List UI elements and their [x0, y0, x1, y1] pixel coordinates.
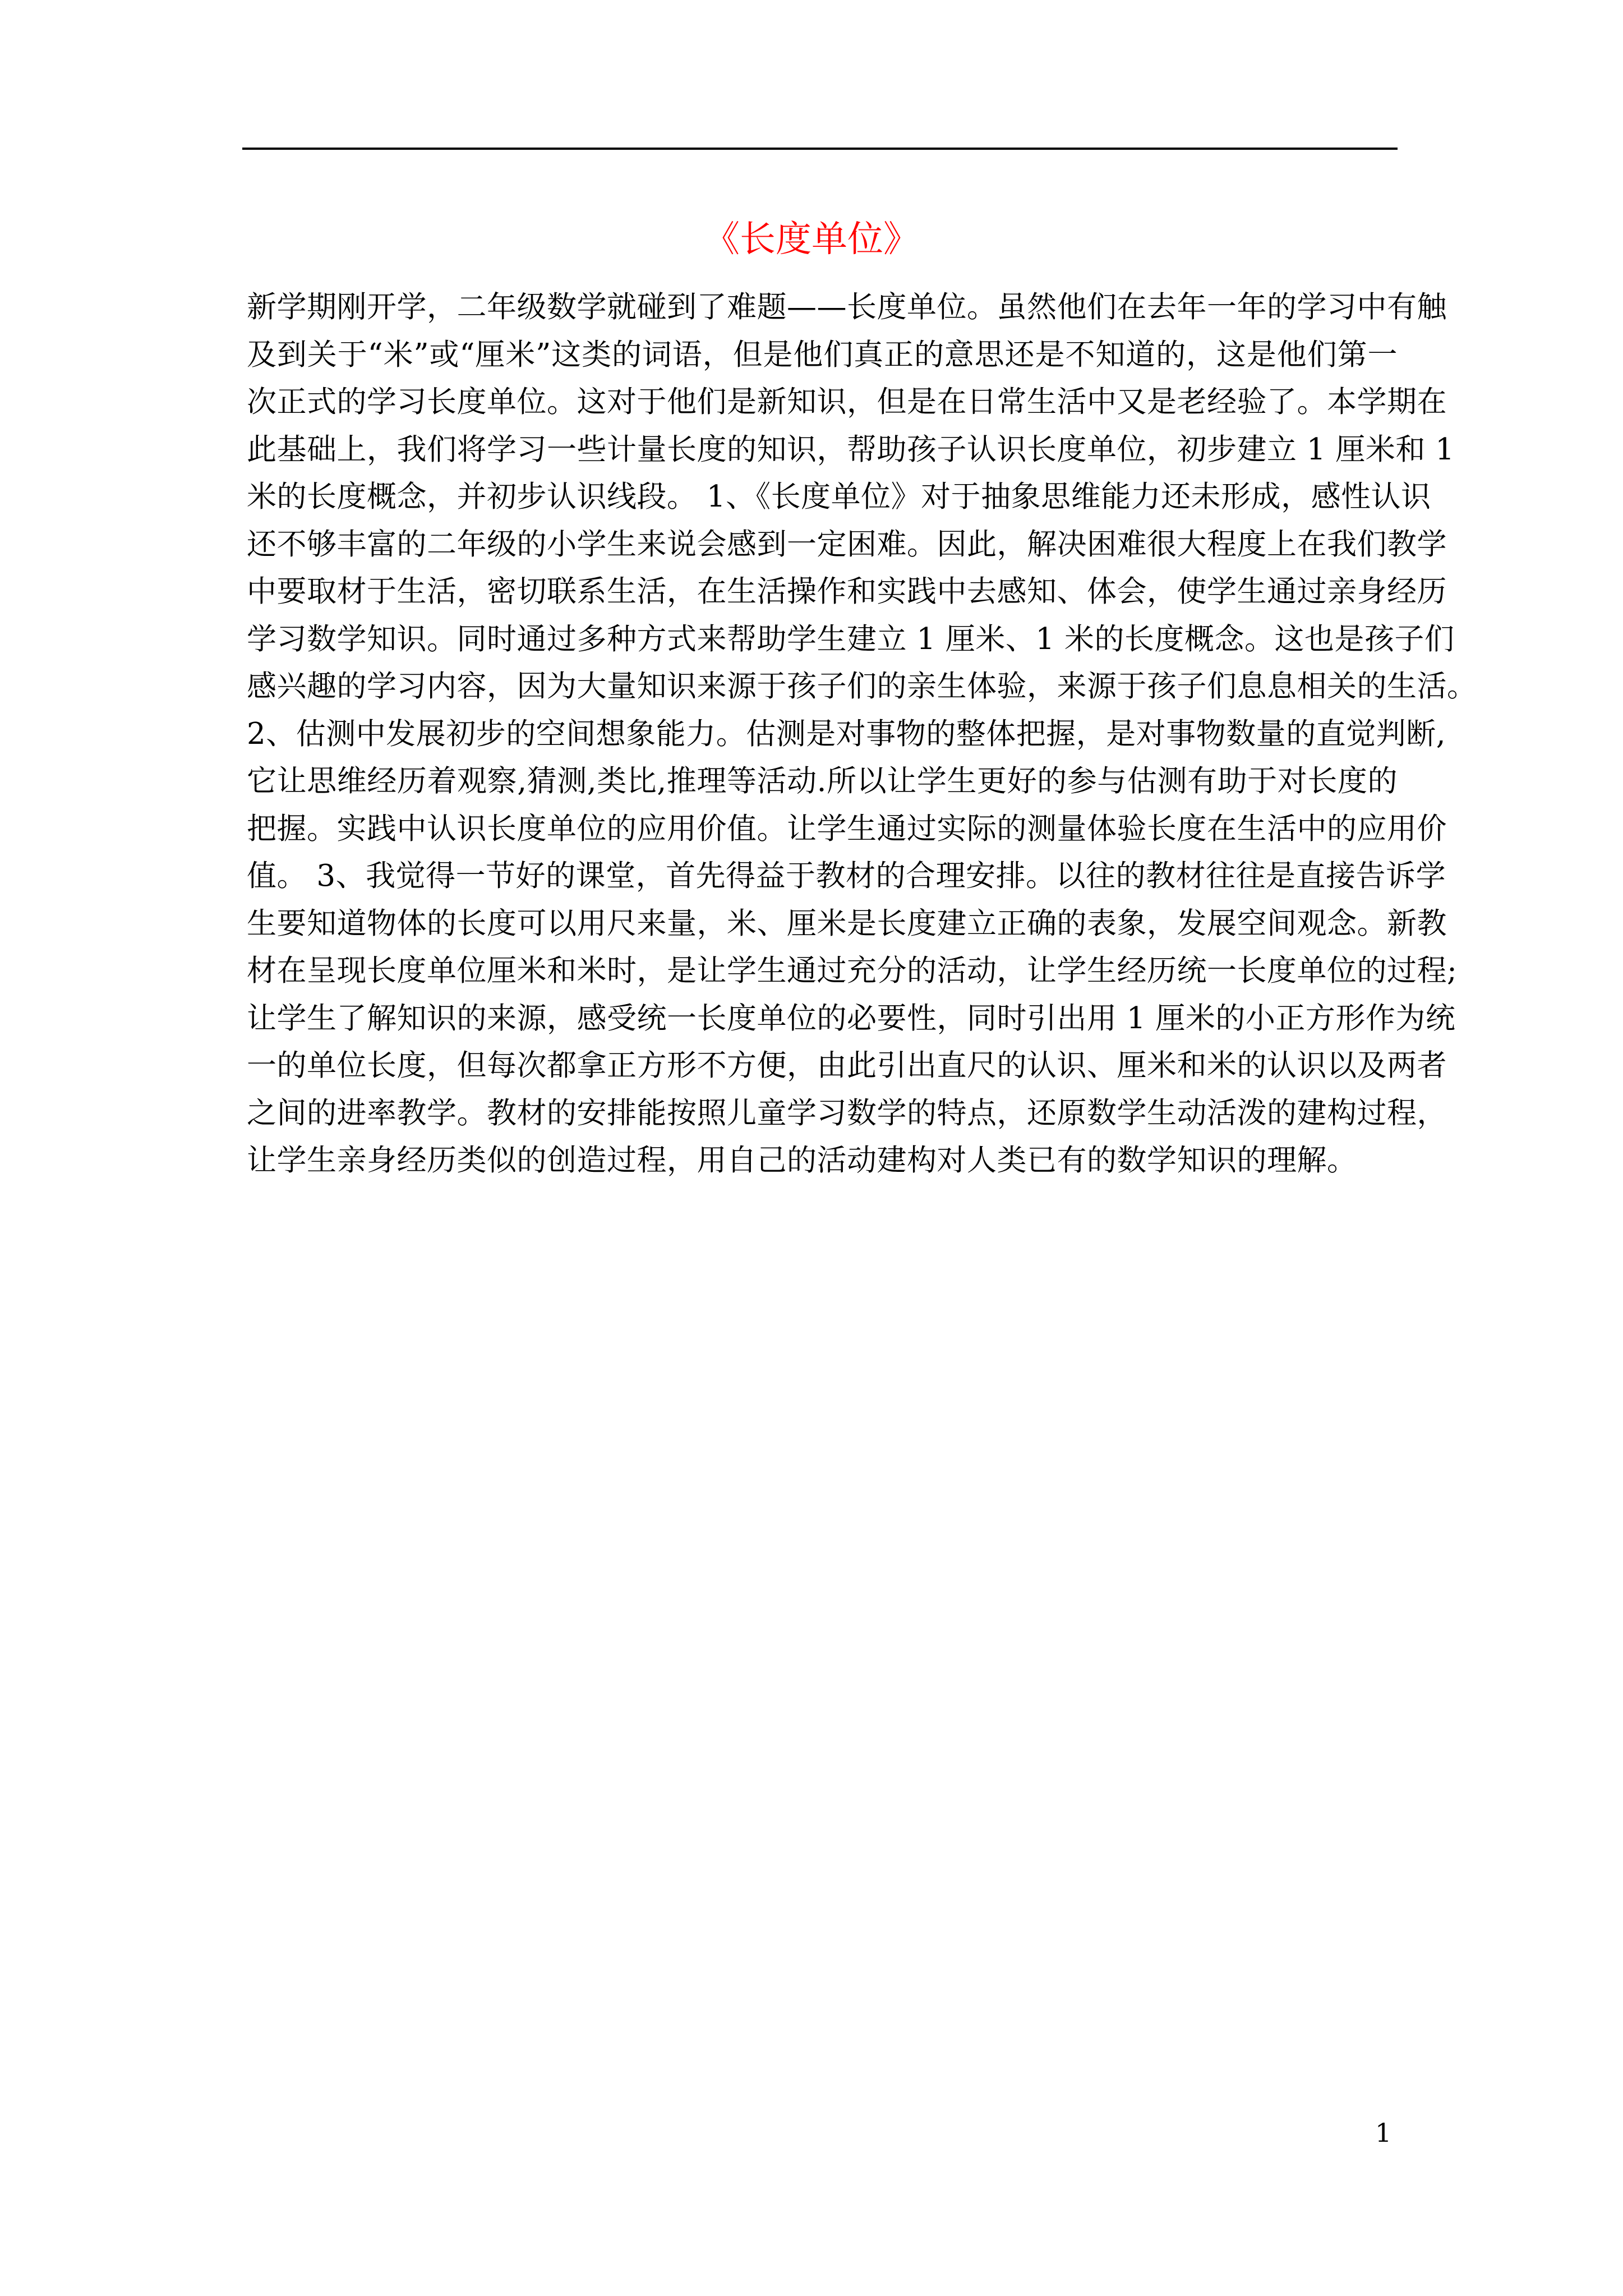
body-line: 感兴趣的学习内容，因为大量知识来源于孩子们的亲生体验，来源于孩子们息息相关的生活。 [247, 669, 1477, 703]
body-line: 生要知道物体的长度可以用尺来量，米、厘米是长度建立正确的表象，发展空间观念。新教 [247, 906, 1447, 941]
body-line: 它让思维经历着观察,猜测,类比,推理等活动.所以让学生更好的参与估测有助于对长度的 [247, 764, 1398, 798]
body-line: 让学生亲身经历类似的创造过程，用自己的活动建构对人类已有的数学知识的理解。 [247, 1143, 1357, 1177]
body-line: 一的单位长度，但每次都拿正方形不方便，由此引出直尺的认识、厘米和米的认识以及两者 [247, 1048, 1447, 1083]
body-line: 此基础上，我们将学习一些计量长度的知识，帮助孩子认识长度单位，初步建立 1 厘米和 1 [247, 432, 1455, 467]
page-number: 1 [1375, 2118, 1392, 2148]
body-line: 次正式的学习长度单位。这对于他们是新知识，但是在日常生活中又是老经验了。本学期在 [247, 385, 1447, 419]
body-line: 中要取材于生活，密切联系生活，在生活操作和实践中去感知、体会，使学生通过亲身经历 [247, 574, 1447, 609]
body-line: 2、估测中发展初步的空间想象能力。估测是对事物的整体把握，是对事物数量的直觉判断, [247, 716, 1446, 751]
body-line: 学习数学知识。同时通过多种方式来帮助学生建立 1 厘米、1 米的长度概念。这也是孩子们 [247, 622, 1455, 656]
body-line: 值。 3、我觉得一节好的课堂，首先得益于教材的合理安排。以往的教材往往是直接告诉学 [247, 859, 1446, 893]
body-line: 材在呈现长度单位厘米和米时，是让学生通过充分的活动，让学生经历统一长度单位的过程; [247, 954, 1458, 988]
header-rule [242, 148, 1398, 150]
body-line: 还不够丰富的二年级的小学生来说会感到一定困难。因此，解决困难很大程度上在我们教学 [247, 527, 1447, 562]
body-line: 之间的进率教学。教材的安排能按照儿童学习数学的特点，还原数学生动活泼的建构过程， [247, 1096, 1447, 1130]
body-line: 及到关于“米”或“厘米”这类的词语，但是他们真正的意思还是不知道的，这是他们第一 [247, 337, 1398, 372]
body-line: 米的长度概念，并初步认识线段。 1、《长度单位》对于抽象思维能力还未形成，感性认识 [247, 480, 1431, 514]
document-body [247, 284, 1477, 1185]
body-line: 新学期刚开学，二年级数学就碰到了难题——长度单位。虽然他们在去年一年的学习中有触 [247, 290, 1447, 324]
body-line: 让学生了解知识的来源，感受统一长度单位的必要性，同时引出用 1 厘米的小正方形作为统 [247, 1001, 1456, 1036]
document-title: 《长度单位》 [704, 219, 919, 260]
body-line: 把握。实践中认识长度单位的应用价值。让学生通过实际的测量体验长度在生活中的应用价 [247, 811, 1447, 846]
